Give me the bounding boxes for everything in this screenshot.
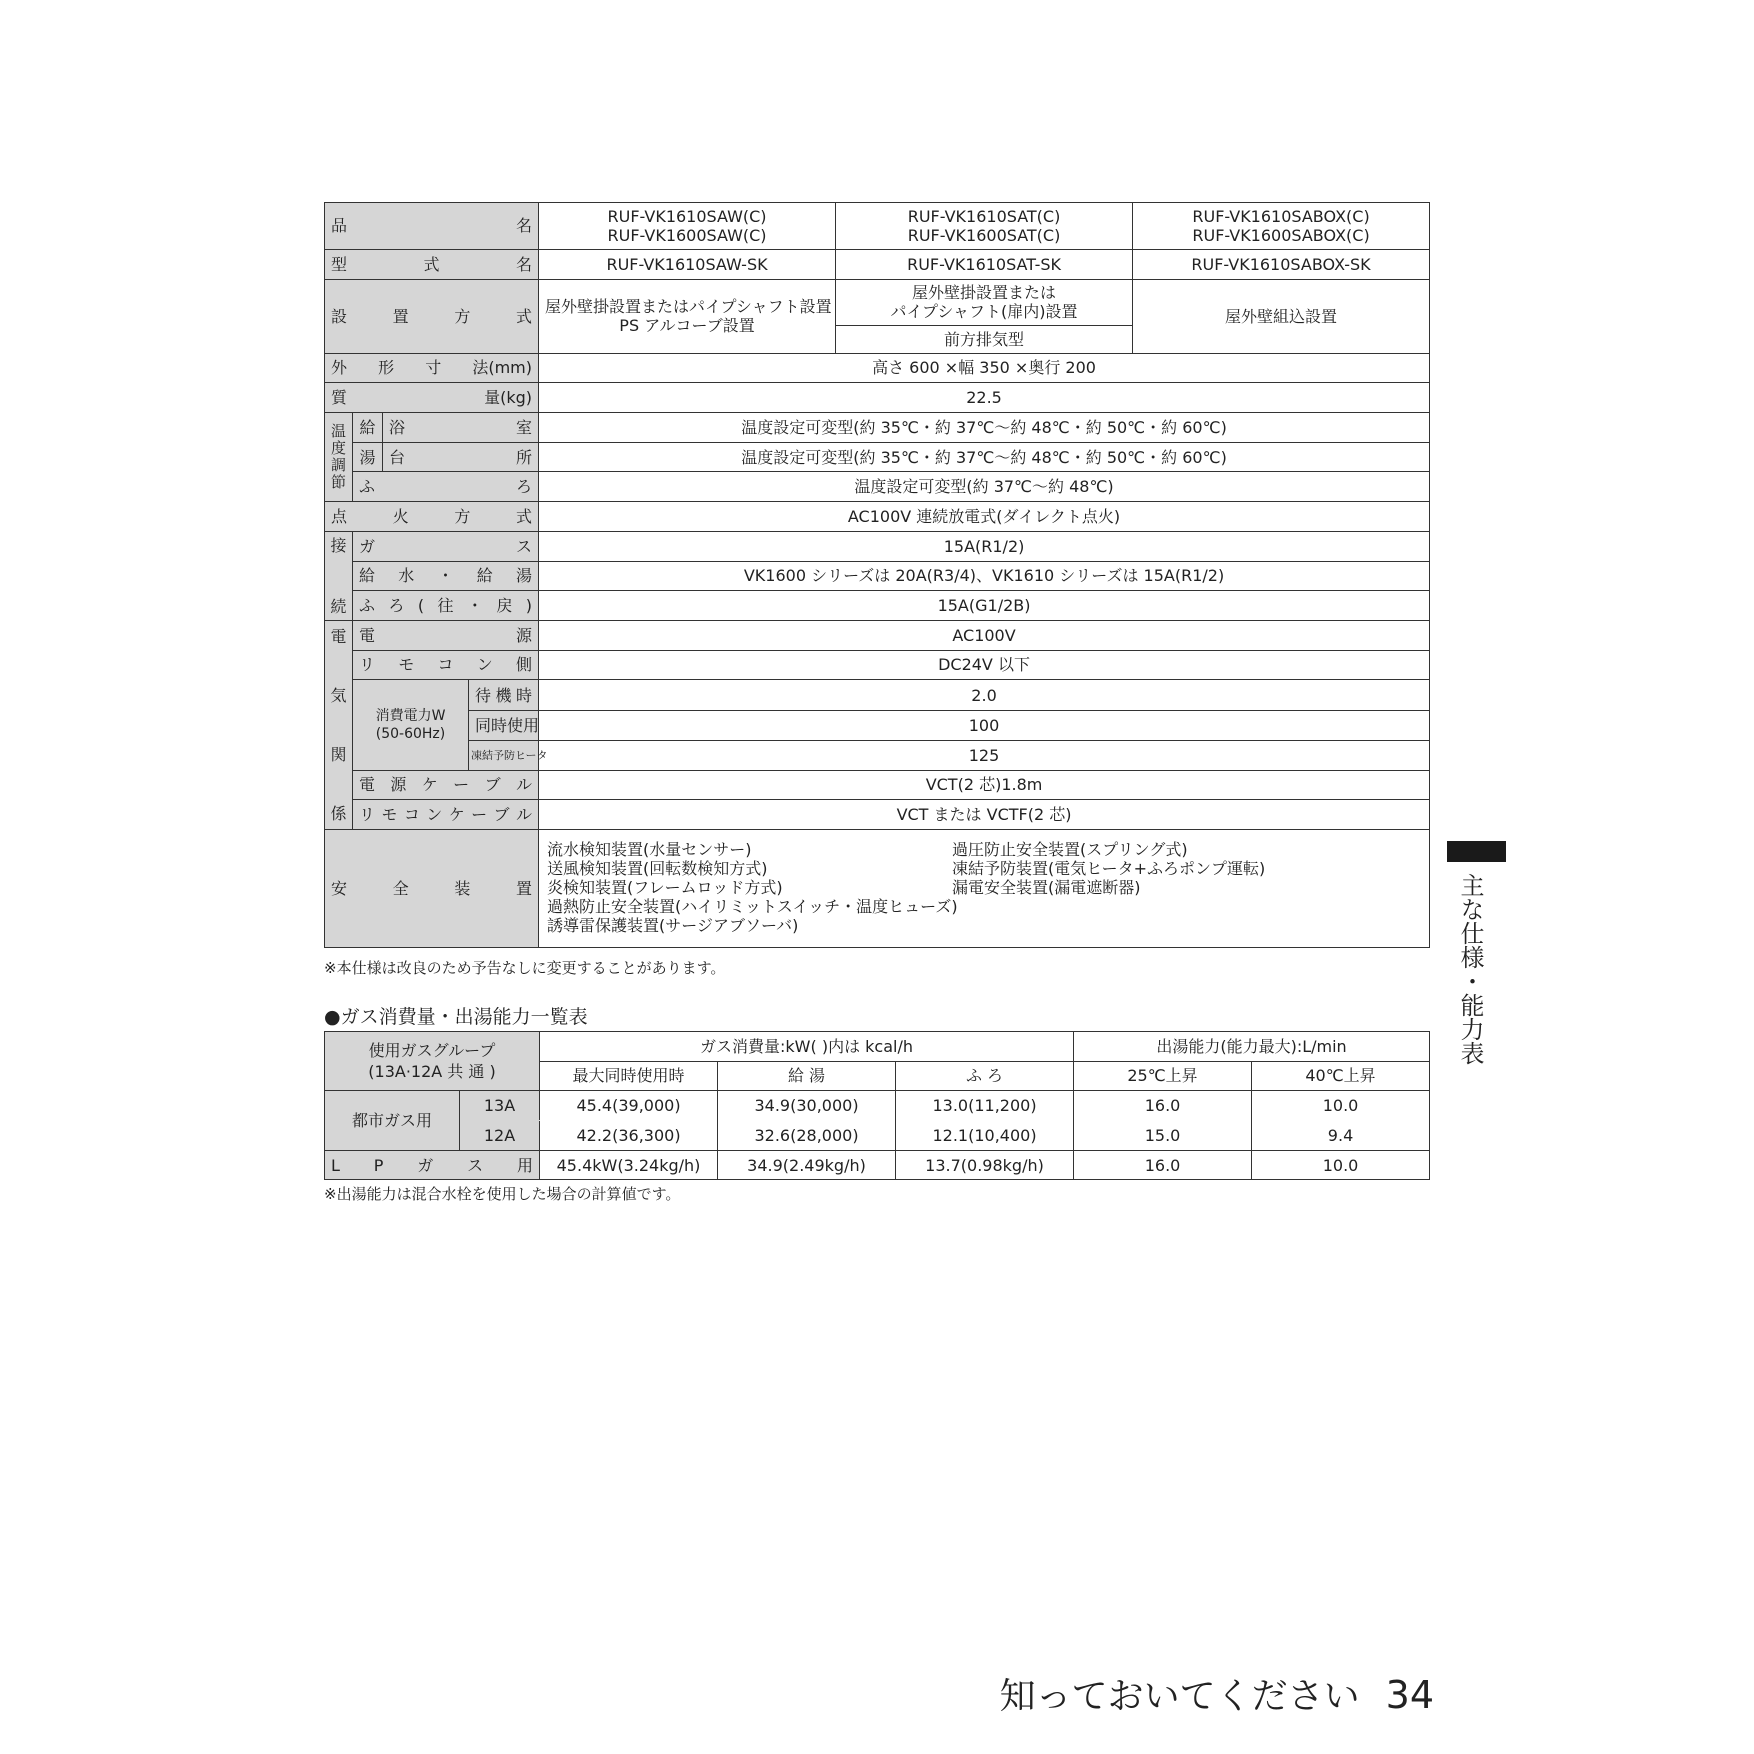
char: 置 xyxy=(392,306,409,326)
gas-row-12a-name: 12A xyxy=(460,1121,540,1151)
gas-cell: 45.4kW(3.24kg/h) xyxy=(540,1150,718,1180)
char: ン xyxy=(426,804,443,824)
char: 式 xyxy=(423,254,440,274)
char: 装 xyxy=(454,878,471,898)
gas-city-label: 都市ガス用 xyxy=(325,1091,460,1150)
char: 法(mm) xyxy=(472,358,532,378)
char: 電 xyxy=(359,775,376,795)
model-1-type: RUF-VK1610SAW-SK xyxy=(539,250,836,280)
char: 気 xyxy=(330,685,347,705)
char: ( xyxy=(417,595,425,615)
label-safety xyxy=(325,829,539,947)
label-mass xyxy=(325,383,539,413)
value-power: AC100V xyxy=(539,620,1430,650)
value-dims: 高さ 600 ×幅 350 ×奥行 200 xyxy=(539,353,1430,383)
char: 質 xyxy=(331,388,348,408)
char: 名 xyxy=(516,216,533,236)
safety-item: 過圧防止安全装置(スプリング式) xyxy=(952,840,1188,860)
footer-section-title: 知っておいてください xyxy=(999,1676,1360,1717)
char: 設 xyxy=(331,306,348,326)
vlab-conn xyxy=(325,536,352,616)
char: 温 xyxy=(330,421,346,440)
char: 節 xyxy=(330,473,346,492)
model-3-type: RUF-VK1610SABOX-SK xyxy=(1133,250,1430,280)
char: ー xyxy=(471,804,488,824)
model-3-name xyxy=(1133,203,1430,250)
value-simultaneous: 100 xyxy=(539,711,1430,741)
jl-gas xyxy=(359,537,532,556)
install-model-3: 屋外壁組込設置 xyxy=(1133,279,1430,353)
label-bath xyxy=(383,413,539,443)
char: ブ xyxy=(484,775,501,795)
label-kyuto-2: 湯 xyxy=(353,442,383,472)
char: 外 xyxy=(331,358,348,378)
char: ケ xyxy=(448,804,465,824)
value-mass: 22.5 xyxy=(539,383,1430,413)
gas-cell: 34.9(2.49kg/h) xyxy=(718,1150,896,1180)
label-power xyxy=(353,620,539,650)
jl-remote-cable xyxy=(359,805,532,824)
label-elec-group xyxy=(325,620,353,829)
char: リ xyxy=(359,804,376,824)
char: 湯 xyxy=(516,566,533,586)
jl-standby xyxy=(475,686,532,705)
label-kyuto-1: 給 xyxy=(353,413,383,443)
jl-furo xyxy=(359,477,532,496)
jl-dims xyxy=(331,358,532,377)
jl-model-type xyxy=(331,255,532,274)
label-water xyxy=(353,561,539,591)
char: 給 xyxy=(476,566,493,586)
model-3-name-line2: RUF-VK1600SABOX(C) xyxy=(1192,226,1370,245)
gas-cell: 34.9(30,000) xyxy=(718,1091,896,1121)
gas-cell: 16.0 xyxy=(1074,1091,1252,1121)
char: モ xyxy=(398,655,415,675)
gas-col-40: 40℃上昇 xyxy=(1252,1061,1430,1091)
label-conn-group xyxy=(325,531,353,620)
char: モ xyxy=(381,804,398,824)
gas-row-13a-name: 13A xyxy=(460,1091,540,1121)
jl-safety xyxy=(331,879,532,898)
char: 全 xyxy=(392,878,409,898)
value-power-cable: VCT(2 芯)1.8m xyxy=(539,770,1430,800)
char: ー xyxy=(453,775,470,795)
gas-cell: 9.4 xyxy=(1252,1121,1430,1151)
label-consumption xyxy=(353,680,469,770)
gas-table-title: ●ガス消費量・出湯能力一覧表 xyxy=(324,1006,588,1028)
side-tab-bar xyxy=(1447,841,1506,862)
safety-grid xyxy=(547,841,1421,935)
char: 方 xyxy=(454,306,471,326)
gas-group-label2: (13A·12A 共 通 ) xyxy=(368,1062,496,1082)
label-model-type xyxy=(325,250,539,280)
char: 名 xyxy=(516,254,533,274)
char: 浴 xyxy=(389,417,406,437)
char: ふ xyxy=(359,477,376,497)
char: 続 xyxy=(330,596,347,616)
jl-ignition xyxy=(331,507,532,526)
gas-group-header xyxy=(325,1032,540,1091)
jl-kitchen xyxy=(389,448,532,467)
char: ろ xyxy=(388,595,405,615)
char: 形 xyxy=(378,358,395,378)
char: ガ xyxy=(417,1155,434,1175)
label-power-cable xyxy=(353,770,539,800)
label-dims xyxy=(325,353,539,383)
char: ス xyxy=(516,536,533,556)
char: ・ xyxy=(466,595,483,615)
gas-table xyxy=(324,1031,1430,1180)
char: ) xyxy=(525,595,533,615)
model-2-name-line1: RUF-VK1610SAT(C) xyxy=(907,206,1061,226)
consumption-hz-label: (50-60Hz) xyxy=(375,725,446,742)
gas-col-25: 25℃上昇 xyxy=(1074,1061,1252,1091)
model-3-name-line1: RUF-VK1610SABOX(C) xyxy=(1192,206,1370,226)
char: リ xyxy=(359,655,376,675)
label-product-name xyxy=(325,203,539,250)
gas-cell: 32.6(28,000) xyxy=(718,1121,896,1151)
label-freeze-heater: 凍結予防ヒータ xyxy=(469,740,539,770)
char: 式 xyxy=(516,306,533,326)
gas-cell: 42.2(36,300) xyxy=(540,1121,718,1151)
gas-group-label1: 使用ガスグループ xyxy=(368,1040,496,1060)
value-furo: 温度設定可変型(約 37℃～約 48℃) xyxy=(539,472,1430,502)
value-water: VK1600 シリーズは 20A(R3/4)、VK1610 シリーズは 15A(R1/2) xyxy=(539,561,1430,591)
label-remote-side xyxy=(353,650,539,680)
char: 度 xyxy=(330,438,346,457)
safety-item: 誘導雷保護装置(サージアブソーバ) xyxy=(547,915,799,935)
jl-product-name xyxy=(331,216,532,235)
jl-power xyxy=(359,626,532,645)
install-model-2-sub: 前方排気型 xyxy=(836,325,1133,353)
gas-col-max: 最大同時使用時 xyxy=(540,1061,718,1091)
char: 水 xyxy=(398,566,415,586)
value-remote-cable: VCT または VCTF(2 芯) xyxy=(539,800,1430,830)
model-2-name-line2: RUF-VK1600SAT(C) xyxy=(907,226,1061,245)
char: コ xyxy=(403,804,420,824)
char: 時 xyxy=(516,685,533,705)
page-number: 34 xyxy=(1385,1673,1434,1717)
label-furo-conn xyxy=(353,591,539,621)
char: 待 xyxy=(475,685,492,705)
char: 寸 xyxy=(425,358,442,378)
gas-col-furo: ふ ろ xyxy=(896,1061,1074,1091)
gas-cell: 13.0(11,200) xyxy=(896,1091,1074,1121)
char: ブ xyxy=(493,804,510,824)
jl-bath xyxy=(389,418,532,437)
char: ガ xyxy=(359,536,376,556)
jl-install xyxy=(331,307,532,326)
char: L xyxy=(331,1155,340,1175)
model-1-name-line1: RUF-VK1610SAW(C) xyxy=(607,206,767,226)
char: 用 xyxy=(516,1155,533,1175)
value-safety xyxy=(539,829,1430,947)
char: 関 xyxy=(330,744,347,764)
char: 電 xyxy=(359,625,376,645)
gas-cell: 13.7(0.98kg/h) xyxy=(896,1150,1074,1180)
safety-item: 漏電安全装置(漏電遮断器) xyxy=(952,877,1141,897)
install-m2-line2: パイプシャフト(扉内)設置 xyxy=(890,302,1078,322)
char: 給 xyxy=(359,566,376,586)
safety-item: 流水検知装置(水量センサー) xyxy=(547,840,752,860)
install-m2-line1: 屋外壁掛設置または xyxy=(912,283,1057,302)
safety-item: 過熱防止安全装置(ハイリミットスイッチ・温度ヒューズ) xyxy=(547,896,958,916)
model-2-type: RUF-VK1610SAT-SK xyxy=(836,250,1133,280)
char: 室 xyxy=(516,417,533,437)
char: 所 xyxy=(516,447,533,467)
model-2-name xyxy=(836,203,1133,250)
gas-lp-label xyxy=(325,1150,540,1180)
gas-cell: 16.0 xyxy=(1074,1150,1252,1180)
char: 方 xyxy=(454,506,471,526)
char: 係 xyxy=(330,803,347,823)
label-furo xyxy=(353,472,539,502)
model-1-name xyxy=(539,203,836,250)
gas-cell: 10.0 xyxy=(1252,1091,1430,1121)
value-furo-conn: 15A(G1/2B) xyxy=(539,591,1430,621)
char: 型 xyxy=(331,254,348,274)
char: 安 xyxy=(331,878,348,898)
char: ス xyxy=(467,1155,484,1175)
char: 源 xyxy=(390,775,407,795)
consumption-label: 消費電力W xyxy=(375,707,446,724)
char: 戻 xyxy=(496,595,513,615)
value-remote-side: DC24V 以下 xyxy=(539,650,1430,680)
install-model-2 xyxy=(836,279,1133,325)
spec-table xyxy=(324,202,1430,948)
label-temp-group xyxy=(325,413,353,502)
char: ン xyxy=(476,655,493,675)
char: ケ xyxy=(421,775,438,795)
jl-power-cable xyxy=(359,775,532,794)
value-standby: 2.0 xyxy=(539,680,1430,711)
char: ろ xyxy=(516,477,533,497)
char: 接 xyxy=(330,535,347,555)
gas-col-kyuto: 給 湯 xyxy=(718,1061,896,1091)
label-kitchen xyxy=(383,442,539,472)
vlab-elec xyxy=(325,627,352,823)
label-install xyxy=(325,279,539,353)
label-simultaneous: 同時使用 xyxy=(469,711,539,741)
value-freeze-heater: 125 xyxy=(539,740,1430,770)
install-m1-line1: 屋外壁掛設置またはパイプシャフト設置 xyxy=(545,297,832,316)
label-gas xyxy=(353,531,539,561)
value-kitchen: 温度設定可変型(約 35℃・約 37℃～約 48℃・約 50℃・約 60℃) xyxy=(539,442,1430,472)
char: 源 xyxy=(516,625,533,645)
gas-cell: 15.0 xyxy=(1074,1121,1252,1151)
char: 電 xyxy=(330,626,347,646)
value-ignition: AC100V 連続放電式(ダイレクト点火) xyxy=(539,502,1430,532)
gas-cell: 45.4(39,000) xyxy=(540,1091,718,1121)
char: ル xyxy=(515,775,532,795)
jl-remote-side xyxy=(359,655,532,674)
char: 側 xyxy=(516,655,533,675)
label-standby xyxy=(469,680,539,711)
char: 往 xyxy=(437,595,454,615)
jl-furo-conn xyxy=(359,596,532,615)
char: 機 xyxy=(495,685,512,705)
char: ル xyxy=(515,804,532,824)
char: 品 xyxy=(331,216,348,236)
jl-lp xyxy=(331,1156,533,1175)
gas-consumption-header: ガス消費量:kW( )内は kcal/h xyxy=(540,1032,1074,1062)
char: 点 xyxy=(331,506,348,526)
gas-cell: 10.0 xyxy=(1252,1150,1430,1180)
gas-cell: 12.1(10,400) xyxy=(896,1121,1074,1151)
page-footer xyxy=(1000,1668,1434,1719)
char: 式 xyxy=(516,506,533,526)
gas-capacity-header: 出湯能力(能力最大):L/min xyxy=(1074,1032,1430,1062)
gas-note: ※出湯能力は混合水栓を使用した場合の計算値です。 xyxy=(324,1185,681,1203)
char: ふ xyxy=(359,595,376,615)
value-bath: 温度設定可変型(約 35℃・約 37℃～約 48℃・約 50℃・約 60℃) xyxy=(539,413,1430,443)
label-remote-cable xyxy=(353,800,539,830)
char: 火 xyxy=(392,506,409,526)
char: P xyxy=(373,1155,384,1175)
char: ・ xyxy=(437,566,454,586)
jl-water xyxy=(359,566,532,585)
value-gas: 15A(R1/2) xyxy=(539,531,1430,561)
char: 調 xyxy=(330,456,346,475)
spec-note: ※本仕様は改良のため予告なしに変更することがあります。 xyxy=(324,959,726,977)
jl-mass xyxy=(331,388,532,407)
label-ignition xyxy=(325,502,539,532)
safety-item: 送風検知装置(回転数検知方式) xyxy=(547,859,768,879)
install-m1-line2: PS アルコーブ設置 xyxy=(619,316,755,336)
char: 台 xyxy=(389,447,406,467)
char: 量(kg) xyxy=(484,388,533,408)
install-model-1 xyxy=(539,279,836,353)
model-1-name-line2: RUF-VK1600SAW(C) xyxy=(607,226,767,245)
safety-item: 炎検知装置(フレームロッド方式) xyxy=(547,877,783,897)
safety-item: 凍結予防装置(電気ヒータ+ふろポンプ運転) xyxy=(952,859,1266,879)
char: コ xyxy=(437,655,454,675)
char: 置 xyxy=(516,878,533,898)
side-tab-label: 主な仕様・能力表 xyxy=(1456,873,1484,1065)
